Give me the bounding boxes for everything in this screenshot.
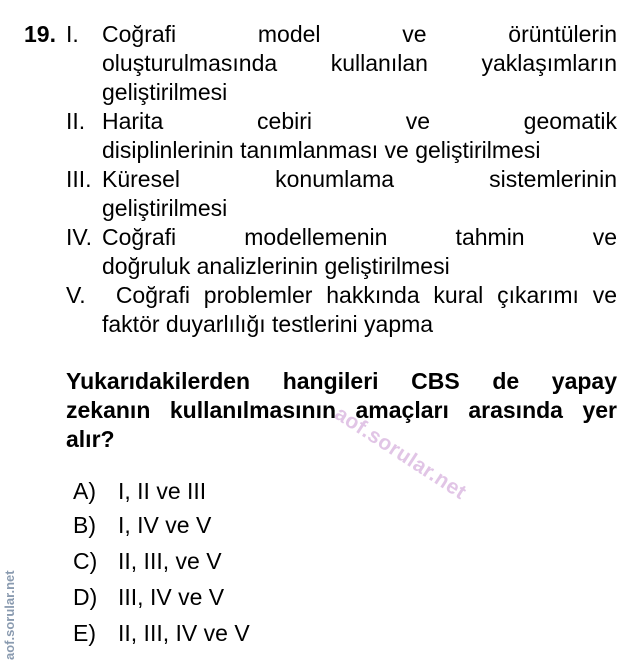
statement-1-numeral: I. [66, 21, 79, 47]
statement-5-line-1: Coğrafi problemler hakkında kural çıkarımı ve [102, 282, 617, 308]
statement-3 [66, 165, 617, 223]
statement-2-line-1: Harita cebiri ve geomatik [102, 108, 617, 134]
option-d-text: III, IV ve V [118, 584, 225, 610]
option-a[interactable] [73, 477, 206, 506]
statement-3-line-2: geliştirilmesi [102, 195, 228, 221]
question-prompt-line-3: alır? [66, 426, 115, 452]
statement-2 [66, 107, 617, 165]
option-e-letter: E) [73, 620, 96, 646]
question-prompt-line-2: zekanın kullanılmasının amaçları arasında yer [66, 397, 617, 423]
statement-5-line-2: faktör duyarlılığı testlerini yapma [102, 311, 434, 337]
statement-4-numeral: IV. [66, 224, 93, 250]
statement-2-line-2: disiplinlerinin tanımlanması ve geliştirilmesi [102, 137, 541, 163]
option-e[interactable] [73, 619, 250, 648]
question-prompt-line-1: Yukarıdakilerden hangileri CBS de yapay [66, 368, 617, 394]
option-c-text: II, III, ve V [118, 548, 222, 574]
option-d[interactable] [73, 583, 224, 612]
statement-4-line-1: Coğrafi modellemenin tahmin ve [102, 224, 617, 250]
option-c-letter: C) [73, 548, 98, 574]
statement-2-numeral: II. [66, 108, 86, 134]
statement-3-numeral: III. [66, 166, 92, 192]
side-watermark: aof.sorular.net [2, 570, 17, 660]
option-b[interactable] [73, 511, 211, 540]
statement-1-line-1: Coğrafi model ve örüntülerin [102, 21, 617, 47]
option-e-text: II, III, IV ve V [118, 620, 250, 646]
statement-4 [66, 223, 617, 281]
statement-3-line-1: Küresel konumlama sistemlerinin [102, 166, 617, 192]
statement-1-line-3: geliştirilmesi [102, 79, 228, 105]
statement-5-numeral: V. [66, 282, 86, 308]
statement-4-line-2: doğruluk analizlerinin geliştirilmesi [102, 253, 450, 279]
option-a-letter: A) [73, 478, 96, 504]
option-d-letter: D) [73, 584, 98, 610]
option-c[interactable] [73, 547, 222, 576]
statement-1 [66, 20, 617, 107]
question-number: 19. [24, 21, 56, 47]
option-b-letter: B) [73, 512, 96, 538]
option-b-text: I, IV ve V [118, 512, 212, 538]
diagonal-watermark: aof.sorular.net [330, 402, 471, 505]
option-a-text: I, II ve III [118, 478, 207, 504]
statement-5 [66, 281, 617, 339]
statement-1-line-2: oluşturulmasında kullanılan yaklaşımların [102, 50, 617, 76]
